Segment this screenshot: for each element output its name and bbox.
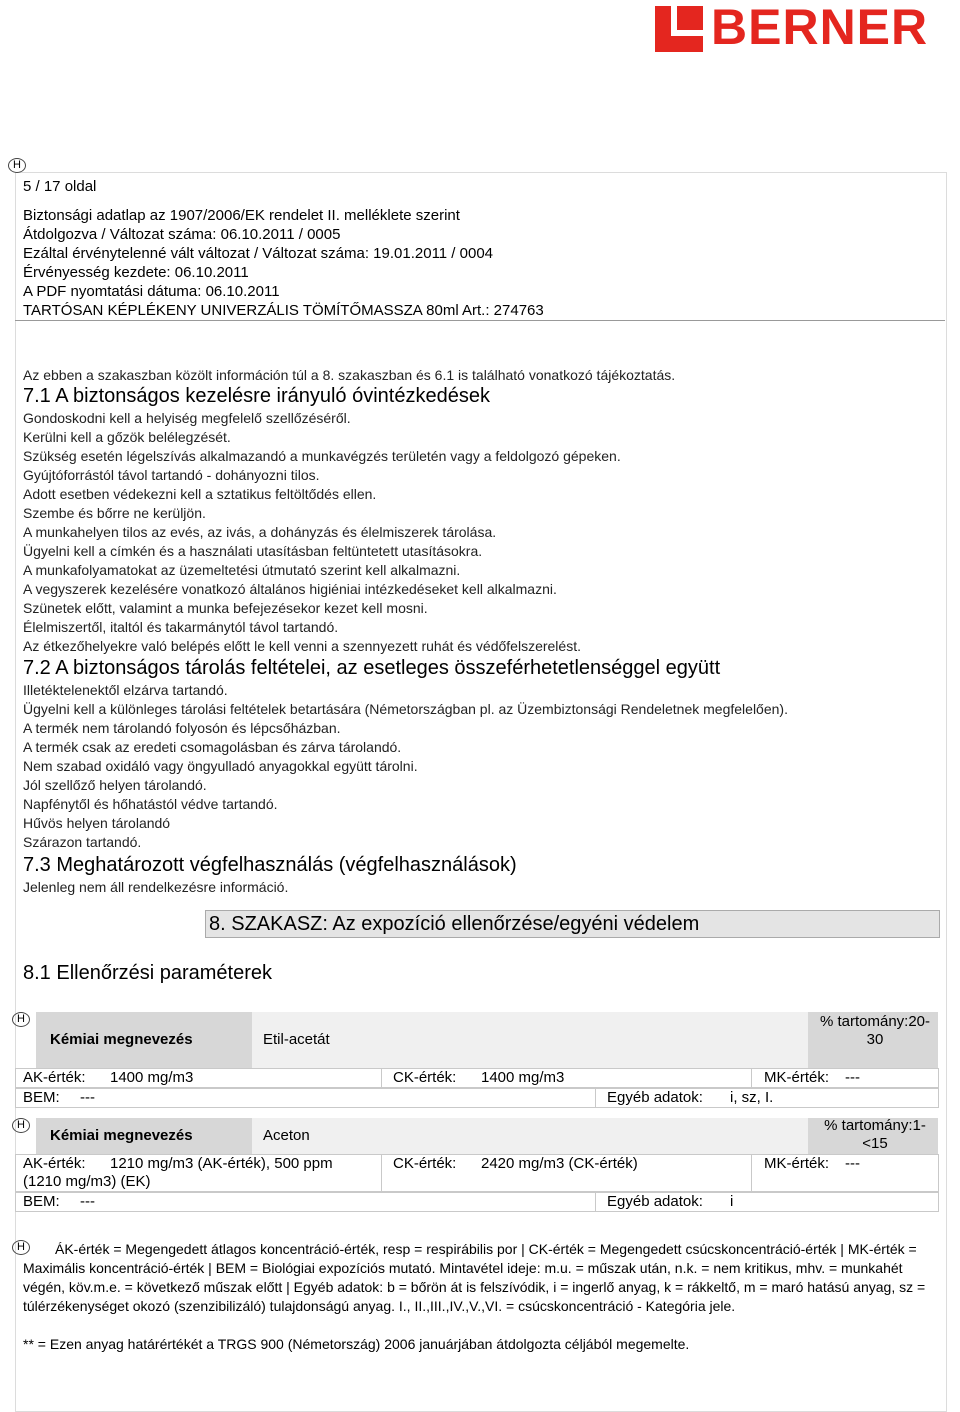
header-line: Átdolgozva / Változat száma: 06.10.2011 / 0005 [23, 226, 341, 243]
table-row [15, 1192, 939, 1212]
list-item: Illetéktelenektől elzárva tartandó. [23, 682, 228, 698]
page-number: 5 / 17 oldal [23, 178, 97, 195]
list-item: Napfénytől és hőhatástól védve tartandó. [23, 796, 278, 812]
name-cell [252, 1012, 808, 1068]
ak-label: AK-érték: [23, 1155, 86, 1172]
name-cell [252, 1118, 808, 1154]
egyeb-value: i, sz, I. [730, 1089, 774, 1106]
heading-7-3: 7.3 Meghatározott végfelhasználás (végfelhasználások) [23, 854, 517, 876]
cell-divider [595, 1192, 596, 1212]
bem-value: --- [80, 1089, 95, 1106]
h-marker-icon: H [12, 1118, 30, 1133]
ck-label: CK-érték: [393, 1069, 457, 1086]
mk-label: MK-érték: [764, 1069, 830, 1086]
bem-value: --- [80, 1193, 95, 1210]
ck-value: 1400 mg/m3 [481, 1069, 565, 1086]
bem-label: BEM: [23, 1193, 60, 1210]
chem-name: Aceton [263, 1127, 310, 1144]
list-item: Jól szellőző helyen tárolandó. [23, 777, 207, 793]
list-item: Szükség esetén légelszívás alkalmazandó a munkavégzés területén vagy a feldolgozó gépeken. [23, 448, 621, 464]
cell-divider [595, 1088, 596, 1108]
list-item: Adott esetben védekezni kell a sztatikus feltöltődés ellen. [23, 486, 377, 502]
bem-label: BEM: [23, 1089, 60, 1106]
cell-divider [381, 1068, 382, 1088]
cell-divider [751, 1068, 752, 1088]
list-item: A vegyszerek kezelésére vonatkozó általános higiéniai intézkedéseket kell alkalmazni. [23, 581, 557, 597]
header-line: A PDF nyomtatási dátuma: 06.10.2011 [23, 283, 280, 300]
list-item: A termék nem tárolandó folyosón és lépcsőházban. [23, 720, 341, 736]
product-title: TARTÓSAN KÉPLÉKENY UNIVERZÁLIS TÖMÍTŐMASSZA 80ml Art.: 274763 [23, 302, 544, 319]
chem-pct: % tartomány:20-30 [819, 1013, 931, 1048]
table-row [15, 1088, 939, 1108]
chem-label: Kémiai megnevezés [50, 1127, 193, 1144]
mk-label: MK-érték: [764, 1155, 830, 1172]
section-intro: Az ebben a szakaszban közölt információn túl a 8. szakaszban és 6.1 is található vonatkozó tájékoztatás. [23, 367, 676, 383]
egyeb-value: i [730, 1193, 734, 1210]
cell-divider [751, 1154, 752, 1192]
list-item: Az étkezőhelyekre való belépés előtt le kell venni a szennyezett ruhát és védőfelszerelést. [23, 638, 581, 654]
list-item: Ügyelni kell a címkén és a használati utasításban feltüntetett utasításokra. [23, 543, 483, 559]
ck-value: 2420 mg/m3 (CK-érték) [481, 1155, 638, 1172]
heading-8-1: 8.1 Ellenőrzési paraméterek [23, 962, 273, 984]
egyeb-label: Egyéb adatok: [607, 1193, 703, 1210]
berner-logo [655, 0, 960, 55]
egyeb-label: Egyéb adatok: [607, 1089, 703, 1106]
ak-value: 1210 mg/m3 (AK-érték), 500 ppm (1210 mg/m3) (EK) [23, 1155, 333, 1190]
list-item: Ügyelni kell a különleges tárolási feltételek betartására (Németországban pl. az Üzembiztonsági Rendeletnek megfelelően). [23, 701, 788, 717]
heading-7-2: 7.2 A biztonságos tárolás feltételei, az esetleges összeférhetetlenséggel együtt [23, 657, 721, 679]
cell-divider [381, 1154, 382, 1192]
chem-label: Kémiai megnevezés [50, 1031, 193, 1048]
list-item: A munkahelyen tilos az evés, az ivás, a dohányzás és élelmiszerek tárolása. [23, 524, 497, 540]
h-marker-icon: H [12, 1240, 30, 1255]
mk-value: --- [845, 1069, 860, 1086]
mk-value: --- [845, 1155, 860, 1172]
h-marker-icon: H [12, 1012, 30, 1027]
list-item: Kerülni kell a gőzök belélegzését. [23, 429, 231, 445]
logo-text: BERNER [711, 0, 929, 55]
list-item: Gondoskodni kell a helyiség megfelelő szellőzéséről. [23, 410, 351, 426]
header-line: Ezáltal érvénytelenné vált változat / Változat száma: 19.01.2011 / 0004 [23, 245, 494, 262]
list-item: Szárazon tartandó. [23, 834, 142, 850]
list-item: Élelmiszertől, italtól és takarmánytól távol tartandó. [23, 619, 339, 635]
list-item: Jelenleg nem áll rendelkezésre információ. [23, 879, 289, 895]
list-item: Gyújtóforrástól távol tartandó - dohányozni tilos. [23, 467, 320, 483]
heading-7-1: 7.1 A biztonságos kezelésre irányuló óvintézkedések [23, 385, 490, 407]
list-item: Szembe és bőrre ne kerüljön. [23, 505, 206, 521]
ak-value: 1400 mg/m3 [110, 1069, 194, 1086]
header-line: Biztonsági adatlap az 1907/2006/EK rendelet II. melléklete szerint [23, 207, 460, 224]
chem-pct: % tartomány:1-<15 [824, 1117, 926, 1152]
berner-logo-mark [655, 6, 703, 52]
ck-label: CK-érték: [393, 1155, 457, 1172]
list-item: Nem szabad oxidáló vagy öngyulladó anyagokkal együtt tárolni. [23, 758, 418, 774]
list-item: Hűvös helyen tárolandó [23, 815, 171, 831]
list-item: A munkafolyamatokat az üzemeltetési útmutató szerint kell alkalmazni. [23, 562, 461, 578]
header-divider [15, 320, 945, 321]
ak-label: AK-érték: [23, 1069, 86, 1086]
h-marker-icon: H [8, 158, 26, 173]
footnote: ÁK-érték = Megengedett átlagos koncentráció-érték, resp = respirábilis por | CK-érték = Megengedett csúcskoncentráció-érték | MK-érték = Maximális koncentráció-érték | BEM = Biológiai expozíciós mutató. Mintavétel ideje: m.u. = műszak után, n.k. = nem kritikus, mhv. = munkahét végén, köv.m.e. = következő műszak előtt | Egyéb adatok: b = bőrön át is felszívódik, i = ingerlő anyag, k = rákkeltő, m = maró hatású anyag, sz = túlérzékenységet okozó (szenzibilizáló) tulajdonságú anyag. I., II.,III.,IV.,V.,VI. = csúcskoncentráció - Kategória jele. [23, 1241, 926, 1314]
header-line: Érvényesség kezdete: 06.10.2011 [23, 264, 249, 281]
footnote-2: ** = Ezen anyag határértékét a TRGS 900 (Németország) 2006 januárjában átdolgozta céljából megemelte. [23, 1336, 690, 1352]
section-8-bar [205, 910, 940, 938]
chem-name: Etil-acetát [263, 1031, 330, 1048]
list-item: A termék csak az eredeti csomagolásban és zárva tárolandó. [23, 739, 402, 755]
section-8-title: 8. SZAKASZ: Az expozíció ellenőrzése/egyéni védelem [209, 913, 700, 935]
list-item: Szünetek előtt, valamint a munka befejezésekor kezet kell mosni. [23, 600, 428, 616]
